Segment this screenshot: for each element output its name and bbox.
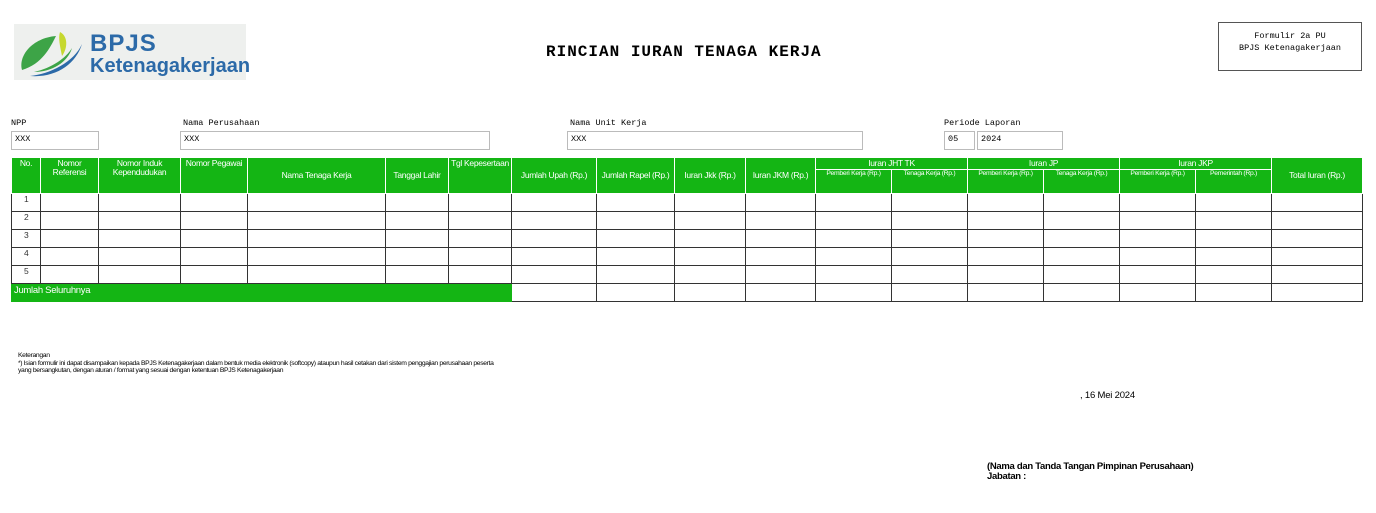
table-cell[interactable] — [968, 194, 1044, 212]
header-jumlah-rapel: Jumlah Rapel (Rp.) — [597, 158, 675, 194]
table-cell[interactable] — [1044, 194, 1120, 212]
table-cell[interactable] — [1044, 266, 1120, 284]
table-cell[interactable] — [597, 266, 675, 284]
table-cell[interactable] — [386, 248, 449, 266]
unit-name-label: Nama Unit Kerja — [570, 118, 647, 128]
table-cell[interactable] — [99, 266, 181, 284]
table-cell[interactable] — [1272, 266, 1363, 284]
header-total-iuran: Total Iuran (Rp.) — [1272, 158, 1363, 194]
header-jp-pemberi-kerja: Pemberi Kerja (Rp.) — [968, 170, 1044, 194]
bpjs-logo — [14, 24, 251, 80]
table-cell[interactable] — [597, 194, 675, 212]
signature-position-line: Jabatan : — [987, 471, 1027, 482]
table-cell[interactable] — [892, 230, 968, 248]
table-cell[interactable] — [449, 248, 512, 266]
table-cell[interactable] — [386, 194, 449, 212]
table-cell[interactable] — [449, 194, 512, 212]
table-cell[interactable] — [1044, 248, 1120, 266]
table-cell[interactable] — [1272, 194, 1363, 212]
table-cell[interactable] — [449, 212, 512, 230]
notes-text: *) Isian formulir ini dapat disampaikan kepada BPJS Ketenagakerjaan dalam bentuk media elektronik (softcopy) ataupun hasil cetakan dari sistem penggajian perusahaan peserta yang bersangkutan, dengan aturan / format yang sesuai dengan ketentuan BPJS Ketenagakerjaan — [18, 359, 494, 375]
table-cell[interactable] — [892, 266, 968, 284]
table-cell[interactable] — [181, 266, 248, 284]
table-cell[interactable] — [248, 212, 386, 230]
table-row — [12, 266, 1363, 284]
total-cell[interactable] — [675, 284, 746, 302]
total-cell[interactable] — [1120, 284, 1196, 302]
row-number: 3 — [12, 230, 41, 248]
table-cell[interactable] — [892, 194, 968, 212]
table-cell[interactable] — [99, 194, 181, 212]
header-jp-tenaga-kerja: Tenaga Kerja (Rp.) — [1044, 170, 1120, 194]
table-cell[interactable] — [41, 230, 99, 248]
table-cell[interactable] — [181, 194, 248, 212]
table-cell[interactable] — [675, 194, 746, 212]
table-cell[interactable] — [386, 266, 449, 284]
table-cell[interactable] — [99, 212, 181, 230]
table-cell[interactable] — [41, 266, 99, 284]
table-row — [12, 194, 1363, 212]
header-jkp-pemberi-kerja: Pemberi Kerja (Rp.) — [1120, 170, 1196, 194]
header-jht-pemberi-kerja: Pemberi Kerja (Rp.) — [816, 170, 892, 194]
table-cell[interactable] — [816, 266, 892, 284]
table-cell[interactable] — [597, 248, 675, 266]
form-code-line1: Formulir 2a PU — [1254, 31, 1326, 41]
table-cell[interactable] — [675, 230, 746, 248]
table-cell[interactable] — [816, 230, 892, 248]
row-number: 1 — [12, 194, 41, 212]
form-code-box — [1218, 22, 1362, 71]
table-cell[interactable] — [746, 248, 816, 266]
table-cell[interactable] — [248, 230, 386, 248]
table-cell[interactable] — [1272, 230, 1363, 248]
total-cell[interactable] — [968, 284, 1044, 302]
table-cell[interactable] — [597, 212, 675, 230]
table-cell[interactable] — [1196, 194, 1272, 212]
notes — [18, 352, 498, 375]
table-cell[interactable] — [968, 266, 1044, 284]
table-cell[interactable] — [892, 212, 968, 230]
table-cell[interactable] — [675, 266, 746, 284]
period-year-field[interactable]: 2024 — [977, 131, 1063, 150]
table-cell[interactable] — [386, 230, 449, 248]
table-cell[interactable] — [816, 248, 892, 266]
header-nomor-referensi: Nomor Referensi — [41, 158, 99, 194]
table-cell[interactable] — [746, 194, 816, 212]
table-cell[interactable] — [816, 212, 892, 230]
header-iuran-jkp: Iuran JKP — [1120, 158, 1272, 170]
table-cell[interactable] — [512, 194, 597, 212]
table-cell[interactable] — [449, 266, 512, 284]
table-cell[interactable] — [1196, 212, 1272, 230]
period-label: Periode Laporan — [944, 118, 1021, 128]
table-cell[interactable] — [41, 212, 99, 230]
form-code-line2: BPJS Ketenagakerjaan — [1238, 43, 1342, 53]
table-cell[interactable] — [1196, 248, 1272, 266]
table-cell[interactable] — [181, 212, 248, 230]
table-cell[interactable] — [248, 248, 386, 266]
table-cell[interactable] — [1044, 212, 1120, 230]
table-row — [12, 212, 1363, 230]
row-number: 4 — [12, 248, 41, 266]
npp-label: NPP — [11, 118, 27, 128]
table-cell[interactable] — [1196, 230, 1272, 248]
table-cell[interactable] — [248, 194, 386, 212]
table-cell[interactable] — [248, 266, 386, 284]
signature-block — [987, 462, 1193, 482]
table-cell[interactable] — [1120, 194, 1196, 212]
table-cell[interactable] — [746, 266, 816, 284]
table-cell[interactable] — [968, 230, 1044, 248]
table-cell[interactable] — [449, 230, 512, 248]
row-number: 5 — [12, 266, 41, 284]
table-cell[interactable] — [386, 212, 449, 230]
table-cell[interactable] — [1272, 248, 1363, 266]
header-jht-tenaga-kerja: Tenaga Kerja (Rp.) — [892, 170, 968, 194]
table-cell[interactable] — [746, 212, 816, 230]
total-cell[interactable] — [816, 284, 892, 302]
header-jumlah-upah: Jumlah Upah (Rp.) — [512, 158, 597, 194]
signature-name-line: (Nama dan Tanda Tangan Pimpinan Perusahaan) — [987, 461, 1194, 472]
notes-heading: Keterangan — [18, 352, 50, 359]
page-title: RINCIAN IURAN TENAGA KERJA — [546, 43, 822, 61]
header-jkp-pemerintah: Pemerintah (Rp.) — [1196, 170, 1272, 194]
total-cell[interactable] — [1196, 284, 1272, 302]
table-cell[interactable] — [99, 248, 181, 266]
table-cell[interactable] — [968, 212, 1044, 230]
table-cell[interactable] — [1120, 266, 1196, 284]
table-cell[interactable] — [1120, 212, 1196, 230]
period-month-field[interactable]: 05 — [944, 131, 975, 150]
table-cell[interactable] — [1272, 212, 1363, 230]
table-row — [12, 248, 1363, 266]
table-cell[interactable] — [1196, 266, 1272, 284]
table-cell[interactable] — [968, 248, 1044, 266]
header-nomor-pegawai: Nomor Pegawai — [181, 158, 248, 194]
unit-name-field[interactable]: XXX — [567, 131, 863, 150]
header-tgl-kepesertaan: Tgl Kepesertaan — [449, 158, 512, 194]
table-cell[interactable] — [512, 266, 597, 284]
header-tanggal-lahir: Tanggal Lahir — [386, 158, 449, 194]
total-cell[interactable] — [746, 284, 816, 302]
npp-field[interactable]: XXX — [11, 131, 99, 150]
total-row — [12, 284, 1363, 302]
header-nik: Nomor Induk Kependudukan — [99, 158, 181, 194]
table-cell[interactable] — [181, 230, 248, 248]
row-number: 2 — [12, 212, 41, 230]
total-cell[interactable] — [892, 284, 968, 302]
total-cell[interactable] — [1272, 284, 1363, 302]
table-cell[interactable] — [181, 248, 248, 266]
header-iuran-jkk: Iuran Jkk (Rp.) — [675, 158, 746, 194]
table-cell[interactable] — [675, 212, 746, 230]
table-cell[interactable] — [41, 248, 99, 266]
table-cell[interactable] — [746, 230, 816, 248]
total-cell[interactable] — [597, 284, 675, 302]
company-name-field[interactable]: XXX — [180, 131, 490, 150]
logo-text-bpjs: BPJS — [90, 30, 157, 57]
table-cell[interactable] — [1044, 230, 1120, 248]
table-cell[interactable] — [512, 230, 597, 248]
table-cell[interactable] — [892, 248, 968, 266]
table-cell[interactable] — [675, 248, 746, 266]
table-cell[interactable] — [816, 194, 892, 212]
table-cell[interactable] — [1120, 230, 1196, 248]
table-cell[interactable] — [99, 230, 181, 248]
contribution-table — [11, 157, 1363, 302]
table-row — [12, 230, 1363, 248]
header-no: No. — [12, 158, 41, 194]
table-cell[interactable] — [512, 248, 597, 266]
total-label: Jumlah Seluruhnya — [12, 284, 512, 302]
table-cell[interactable] — [597, 230, 675, 248]
header-iuran-jht: Iuran JHT TK — [816, 158, 968, 170]
header-iuran-jp: Iuran JP — [968, 158, 1120, 170]
signing-date: , 16 Mei 2024 — [1080, 390, 1135, 401]
header-iuran-jkm: Iuran JKM (Rp.) — [746, 158, 816, 194]
total-cell[interactable] — [512, 284, 597, 302]
table-cell[interactable] — [1120, 248, 1196, 266]
table-cell[interactable] — [512, 212, 597, 230]
total-cell[interactable] — [1044, 284, 1120, 302]
table-cell[interactable] — [41, 194, 99, 212]
header-nama: Nama Tenaga Kerja — [248, 158, 386, 194]
company-name-label: Nama Perusahaan — [183, 118, 260, 128]
logo-text-ketenagakerjaan: Ketenagakerjaan — [90, 55, 251, 77]
bpjs-leaf-icon — [16, 26, 88, 80]
